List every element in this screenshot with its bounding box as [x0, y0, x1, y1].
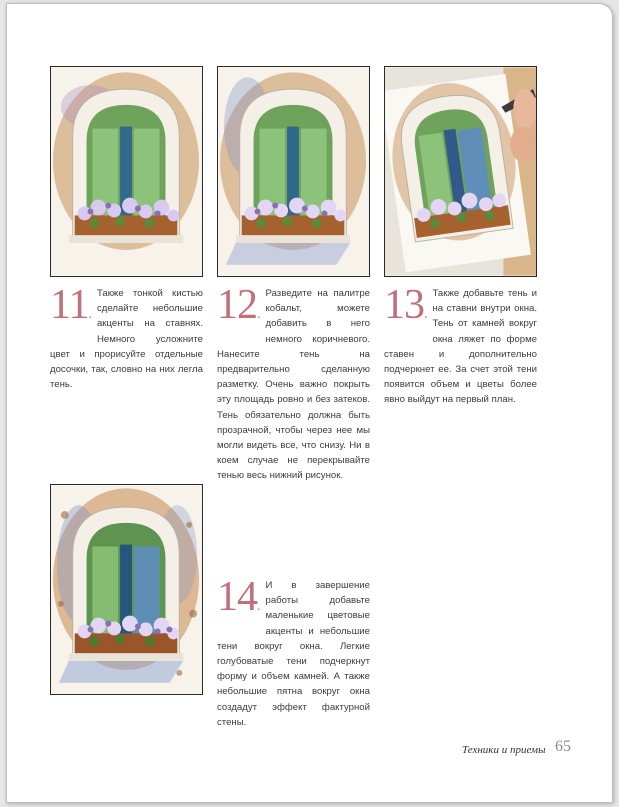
- painting-illustration: [51, 67, 202, 276]
- book-page: [6, 3, 613, 803]
- running-footer-title: Техники и приемы: [462, 744, 546, 756]
- painting-illustration: [385, 67, 536, 276]
- step-number: 12.: [217, 282, 260, 328]
- step-number: 11.: [50, 282, 91, 328]
- step-12-painting: [217, 66, 370, 277]
- painting-illustration: [51, 485, 202, 694]
- step-14-painting: [50, 484, 203, 695]
- step-text: И в завершение работы добавьте маленькие цветовые акценты и небольшие тени вокруг окна. Легкие голубоватые тени подчеркнут форму и объем камней. А также небольшие пятна вокруг окна создадут эффект фактурной стены.: [217, 580, 370, 728]
- step-number: 13.: [384, 282, 427, 328]
- step-12: [217, 282, 370, 484]
- step-text: Разведите на палитре кобальт, можете добавить в него немного коричневого. Нанесите тень на предварительно сделанную разметку. Очень важно покрыть эту площадь ровно и без затеков. Тень обязательно должна быть прозрачной, чтобы через нее мы могли видеть все, что снизу. Ни в коем случае не перекрывайте тенью весь нижний рисунок.: [217, 288, 370, 482]
- step-14: [217, 574, 370, 730]
- step-11: [50, 282, 203, 392]
- step-13-painting: [384, 66, 537, 277]
- step-text: Также тонкой кистью сделайте небольшие акценты на ставнях. Немного усложните цвет и прорисуйте отдельные досочки, так, словно на них легла тень.: [50, 288, 203, 391]
- painting-illustration: [218, 67, 369, 276]
- step-13: [384, 282, 537, 408]
- step-number: 14.: [217, 574, 260, 620]
- page-number: 65: [555, 738, 571, 755]
- step-text: Также добавьте тень и на ставни внутри окна. Тень от камней вокруг окна ляжет по форме ставен и дополнительно подчеркнет ее. За счет этой тени появится объем и цветы более явно выйдут на первый план.: [384, 288, 537, 406]
- step-11-painting: [50, 66, 203, 277]
